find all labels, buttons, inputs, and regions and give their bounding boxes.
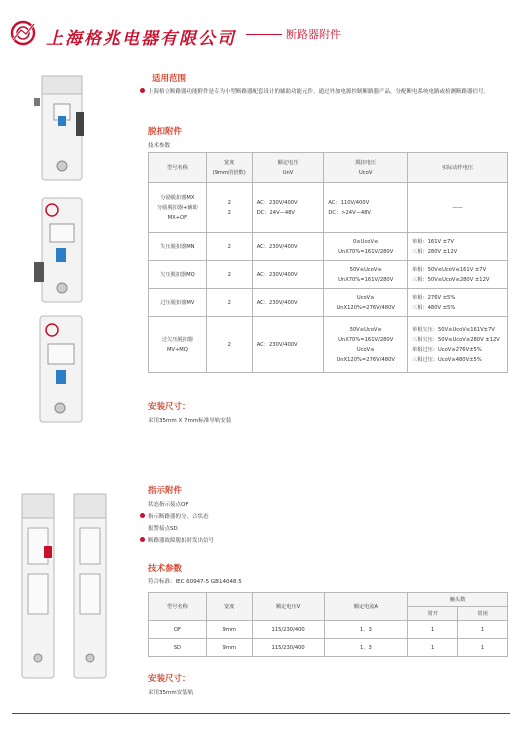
bullet-dot-icon	[140, 88, 145, 93]
product-image-mv	[26, 312, 96, 430]
trip-subtitle: 技术参数	[148, 143, 171, 149]
indicator-item-1: 状态指示接点OF	[148, 502, 189, 508]
tech-header-width: 宽度	[206, 593, 252, 621]
header-trip-voltage: 脱扣电压 UcoV	[324, 153, 408, 183]
header-actual-voltage: 实际动作电压	[408, 153, 508, 183]
product-image-of	[66, 488, 114, 688]
product-image-mx	[28, 70, 96, 188]
table-row: 失压脱扣器MN 2 AC：230V/400V 0≤UcoV≤ UnX70%=161V/280V 单相：161V ±7V 三相：280V ±12V	[149, 233, 508, 261]
table-row: 过压脱扣器MV 2 AC：230V/400V UcoV≥ UnX120%=276V/480V 单相：276V ±5% 三相：480V ±5%	[149, 289, 508, 317]
indicator-spec-table	[148, 592, 508, 657]
tech-header-no: 常开	[408, 607, 458, 621]
table-row: 过欠压脱扣器 MV+MQ 2 AC：230V/400V 50V≤UcoV≤ UnX70%=161V/280V UcoV≥ UnX120%=276V/480V 单相欠压：50V≤UcoV≤161V±7V 三相欠压：50V≤UcoV≤280V ±12V 单相过压：UcoV≥276V±5% 三相过压：UcoV≥480V±5%	[149, 317, 508, 373]
indicator-item-4: 断路器故障脱扣时发出信号	[140, 536, 214, 544]
tech-standard: 符合标准：IEC 60947-5 GB14048.5	[148, 579, 242, 585]
footer-rule	[12, 713, 510, 714]
scope-paragraph: 上海格立断路器功能附件是专为小型断路器配套设计的辅助功能元件。通过外加电源控制断路器产品，分配断电系统电路或检测断路器信号。	[148, 89, 490, 95]
header-rule	[246, 34, 282, 35]
indicator-item-2: 指示断路器的分、合状态	[140, 512, 209, 520]
tech-header-nc: 常闭	[458, 607, 508, 621]
table-row: OF 9mm 115/230/400 1、3 1 1	[149, 621, 508, 639]
header-width: 宽度 (9mm的倍数)	[206, 153, 252, 183]
bullet-dot-icon	[140, 537, 145, 542]
header-rated-voltage: 额定电压 UnV	[252, 153, 324, 183]
table-row: 欠压脱扣器MQ 2 AC：230V/400V 50V≤UcoV≤ UnX70%=161V/280V 单相：50V≤UcoV≤161V ±7V 三相：50V≤UcoV≤280V ±12V	[149, 261, 508, 289]
install-title-1: 安装尺寸：	[148, 402, 191, 412]
trip-spec-table	[148, 152, 508, 373]
tech-title: 技术参数	[148, 564, 183, 574]
tech-header-contacts: 触头数	[408, 593, 508, 607]
install-title-2: 安装尺寸：	[148, 674, 191, 684]
indicator-title: 指示附件	[148, 486, 183, 496]
page-header	[8, 18, 514, 50]
product-image-sd	[14, 488, 62, 688]
trip-title: 脱扣附件	[148, 127, 183, 137]
scope-text	[140, 87, 510, 97]
section-name: 断路器附件	[286, 28, 341, 41]
bullet-dot-icon	[140, 513, 145, 518]
table-row: SD 9mm 115/230/400 1、3 1 1	[149, 639, 508, 657]
header-model: 型号名称	[149, 153, 207, 183]
tech-header-voltage: 额定电压V	[252, 593, 324, 621]
tech-header-model: 型号名称	[149, 593, 207, 621]
tech-header-current: 额定电流A	[324, 593, 408, 621]
company-logo-icon	[10, 20, 38, 46]
product-image-mn	[28, 192, 96, 310]
install-text-1: 采用35mm X 7mm标准导轨安装	[148, 418, 232, 424]
scope-title: 适用范围	[152, 74, 187, 84]
company-name: 上海格兆电器有限公司	[46, 29, 236, 49]
install-text-2: 采用35mm安装轨	[148, 690, 194, 696]
table-row: 分励脱扣器MX 分励脱扣器+辅助 MX+OF 2 2 AC：230V/400V DC：24V—48V AC：110V/400V DC：>24V—48V ——	[149, 183, 508, 233]
indicator-item-3: 报警接点SD	[148, 526, 178, 532]
